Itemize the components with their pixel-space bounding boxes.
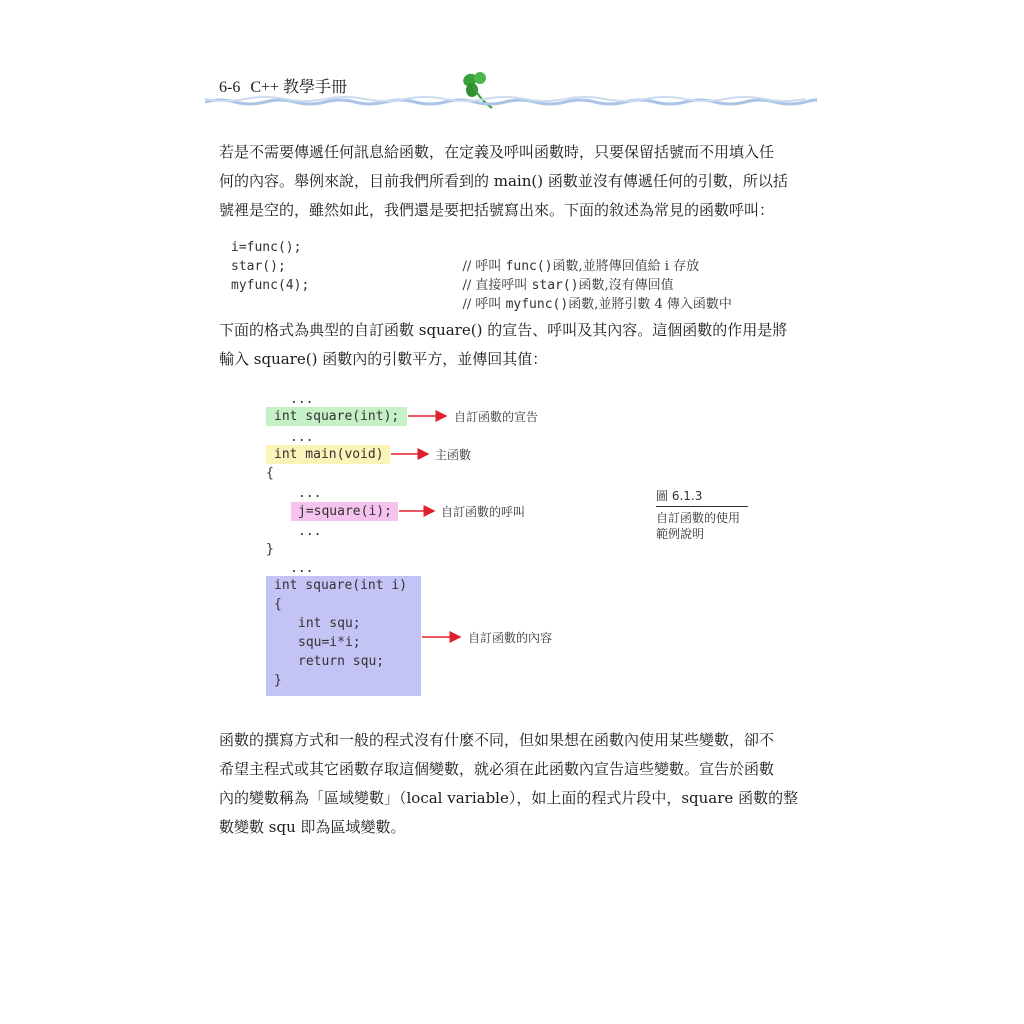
ellipsis: ... bbox=[298, 486, 322, 501]
def-signature: int square(int i) bbox=[274, 578, 408, 593]
text-line: 若是不需要傳遞任何訊息給函數，在定義及呼叫函數時，只要保留括號而不用填入任 bbox=[219, 143, 775, 161]
code-comment: // 呼叫 func()函數,並將傳回值給 i 存放 bbox=[462, 259, 700, 274]
text-line: 希望主程式或其它函數存取這個變數，就必須在此函數內宣告這些變數。宣告於函數 bbox=[219, 760, 775, 778]
call-annotation: 自訂函數的呼叫 bbox=[441, 505, 526, 519]
text-line: 何的內容。舉例來說，目前我們所看到的 main() 函數並沒有傳遞任何的引數，所以括 bbox=[219, 172, 788, 190]
text-line: 號裡是空的，雖然如此，我們還是要把括號寫出來。下面的敘述為常見的函數呼叫： bbox=[219, 201, 775, 219]
text-line: 函數的撰寫方式和一般的程式沒有什麼不同，但如果想在函數內使用某些變數，卻不 bbox=[219, 731, 775, 749]
main-annotation: 主函數 bbox=[435, 448, 472, 462]
code-line: myfunc(4); bbox=[231, 278, 310, 293]
brace: { bbox=[274, 597, 282, 612]
text-line: 下面的格式為典型的自訂函數 square() 的宣告、呼叫及其內容。這個函數的作用是將 bbox=[219, 321, 788, 339]
ellipsis: ... bbox=[290, 561, 314, 576]
local-variable-paragraph bbox=[219, 726, 809, 842]
book-title: C++ 教學手冊 bbox=[250, 79, 348, 96]
code-comment: // 直接呼叫 star()函數,沒有傳回值 bbox=[462, 278, 674, 293]
ellipsis: ... bbox=[290, 392, 314, 407]
text-line: 輸入 square() 函數內的引數平方，並傳回其值： bbox=[219, 350, 548, 368]
figure-number: 圖 6.1.3 bbox=[656, 488, 748, 507]
code-comment: // 呼叫 myfunc()函數,並將引數 4 傳入函數中 bbox=[462, 297, 732, 312]
decl-code: int square(int); bbox=[274, 409, 400, 424]
caption-line: 範例說明 bbox=[656, 527, 705, 541]
brace: } bbox=[274, 673, 282, 688]
body-annotation: 自訂函數的內容 bbox=[468, 631, 553, 645]
brace: { bbox=[266, 466, 274, 481]
caption-line: 自訂函數的使用 bbox=[656, 511, 741, 525]
decl-annotation: 自訂函數的宣告 bbox=[454, 410, 539, 424]
page-number: 6-6 bbox=[219, 79, 241, 96]
code-line: i=func(); bbox=[231, 240, 302, 255]
def-line: squ=i*i; bbox=[298, 635, 361, 650]
brace: } bbox=[266, 542, 274, 557]
text-line: 數變數 squ 即為區域變數。 bbox=[219, 818, 406, 836]
call-code: j=square(i); bbox=[298, 504, 392, 519]
code-line: star(); bbox=[231, 259, 286, 274]
ellipsis: ... bbox=[290, 430, 314, 445]
def-line: return squ; bbox=[298, 654, 385, 669]
def-line: int squ; bbox=[298, 616, 361, 631]
ellipsis: ... bbox=[298, 524, 322, 539]
main-code: int main(void) bbox=[274, 447, 384, 462]
figure-caption bbox=[656, 488, 748, 542]
text-line: 內的變數稱為「區域變數」（local variable），如上面的程式片段中，square 函數的整 bbox=[219, 789, 799, 807]
